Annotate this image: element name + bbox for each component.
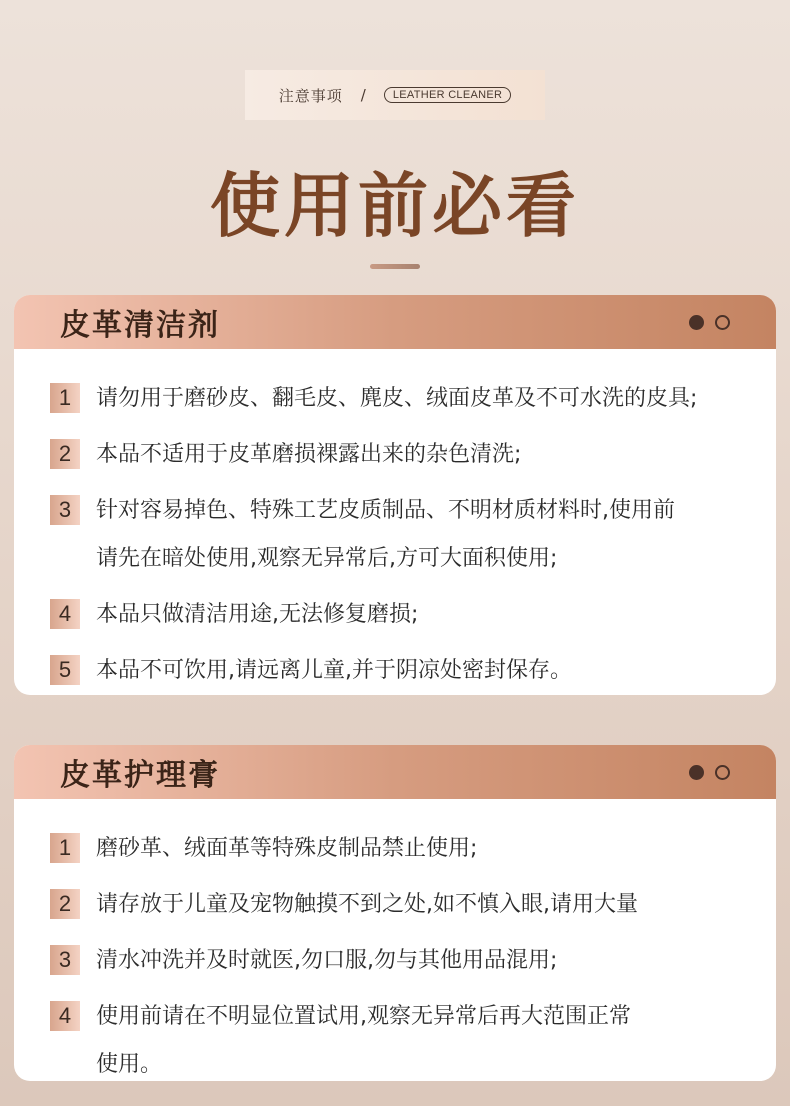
list-item	[50, 375, 776, 423]
item-text: 请勿用于磨砂皮、翻毛皮、麂皮、绒面皮革及不可水洗的皮具;	[96, 386, 698, 411]
item-text: 本品只做清洁用途,无法修复磨损;	[96, 602, 419, 627]
section-items	[14, 349, 776, 695]
list-item	[50, 937, 776, 985]
section-header	[14, 745, 776, 799]
section-title: 皮革护理膏	[60, 758, 220, 793]
list-item	[50, 591, 776, 639]
item-number-badge: 4	[50, 599, 80, 629]
tag-label: 注意事项	[278, 86, 343, 105]
item-number-badge: 4	[50, 1001, 80, 1031]
item-text: 本品不适用于皮革磨损裸露出来的杂色清洗;	[96, 442, 522, 467]
item-number-badge: 2	[50, 439, 80, 469]
list-item	[50, 825, 776, 873]
tag-separator: /	[360, 86, 366, 104]
dots-decoration	[689, 765, 730, 780]
filled-dot-icon	[689, 765, 704, 780]
section-card-cream	[14, 745, 776, 1081]
item-number-badge: 5	[50, 655, 80, 685]
section-title: 皮革清洁剂	[60, 308, 220, 343]
item-text: 请存放于儿童及宠物触摸不到之处,如不慎入眼,请用大量	[96, 892, 638, 917]
section-items	[14, 799, 776, 1081]
list-item	[50, 487, 776, 583]
item-text: 针对容易掉色、特殊工艺皮质制品、不明材质材料时,使用前	[96, 498, 675, 523]
list-item	[50, 647, 776, 695]
item-text: 清水冲洗并及时就医,勿口服,勿与其他用品混用;	[96, 948, 558, 973]
item-text: 使用前请在不明显位置试用,观察无异常后再大范围正常	[96, 1004, 631, 1029]
section-card-cleaner	[14, 295, 776, 695]
header-tag	[245, 70, 545, 120]
item-number-badge: 3	[50, 945, 80, 975]
item-number-badge: 1	[50, 383, 80, 413]
hollow-dot-icon	[715, 765, 730, 780]
list-item	[50, 993, 776, 1081]
dots-decoration	[689, 315, 730, 330]
hollow-dot-icon	[715, 315, 730, 330]
list-item	[50, 881, 776, 929]
title-underline	[370, 264, 420, 269]
item-text: 本品不可饮用,请远离儿童,并于阴凉处密封保存。	[96, 658, 572, 683]
item-text: 使用。	[96, 1052, 163, 1077]
item-number-badge: 1	[50, 833, 80, 863]
tag-english-badge: LEATHER CLEANER	[384, 87, 511, 103]
item-text: 磨砂革、绒面革等特殊皮制品禁止使用;	[96, 836, 478, 861]
filled-dot-icon	[689, 315, 704, 330]
item-number-badge: 2	[50, 889, 80, 919]
section-header	[14, 295, 776, 349]
list-item	[50, 431, 776, 479]
page-title: 使用前必看	[210, 165, 580, 247]
item-text: 请先在暗处使用,观察无异常后,方可大面积使用;	[96, 546, 558, 571]
item-number-badge: 3	[50, 495, 80, 525]
